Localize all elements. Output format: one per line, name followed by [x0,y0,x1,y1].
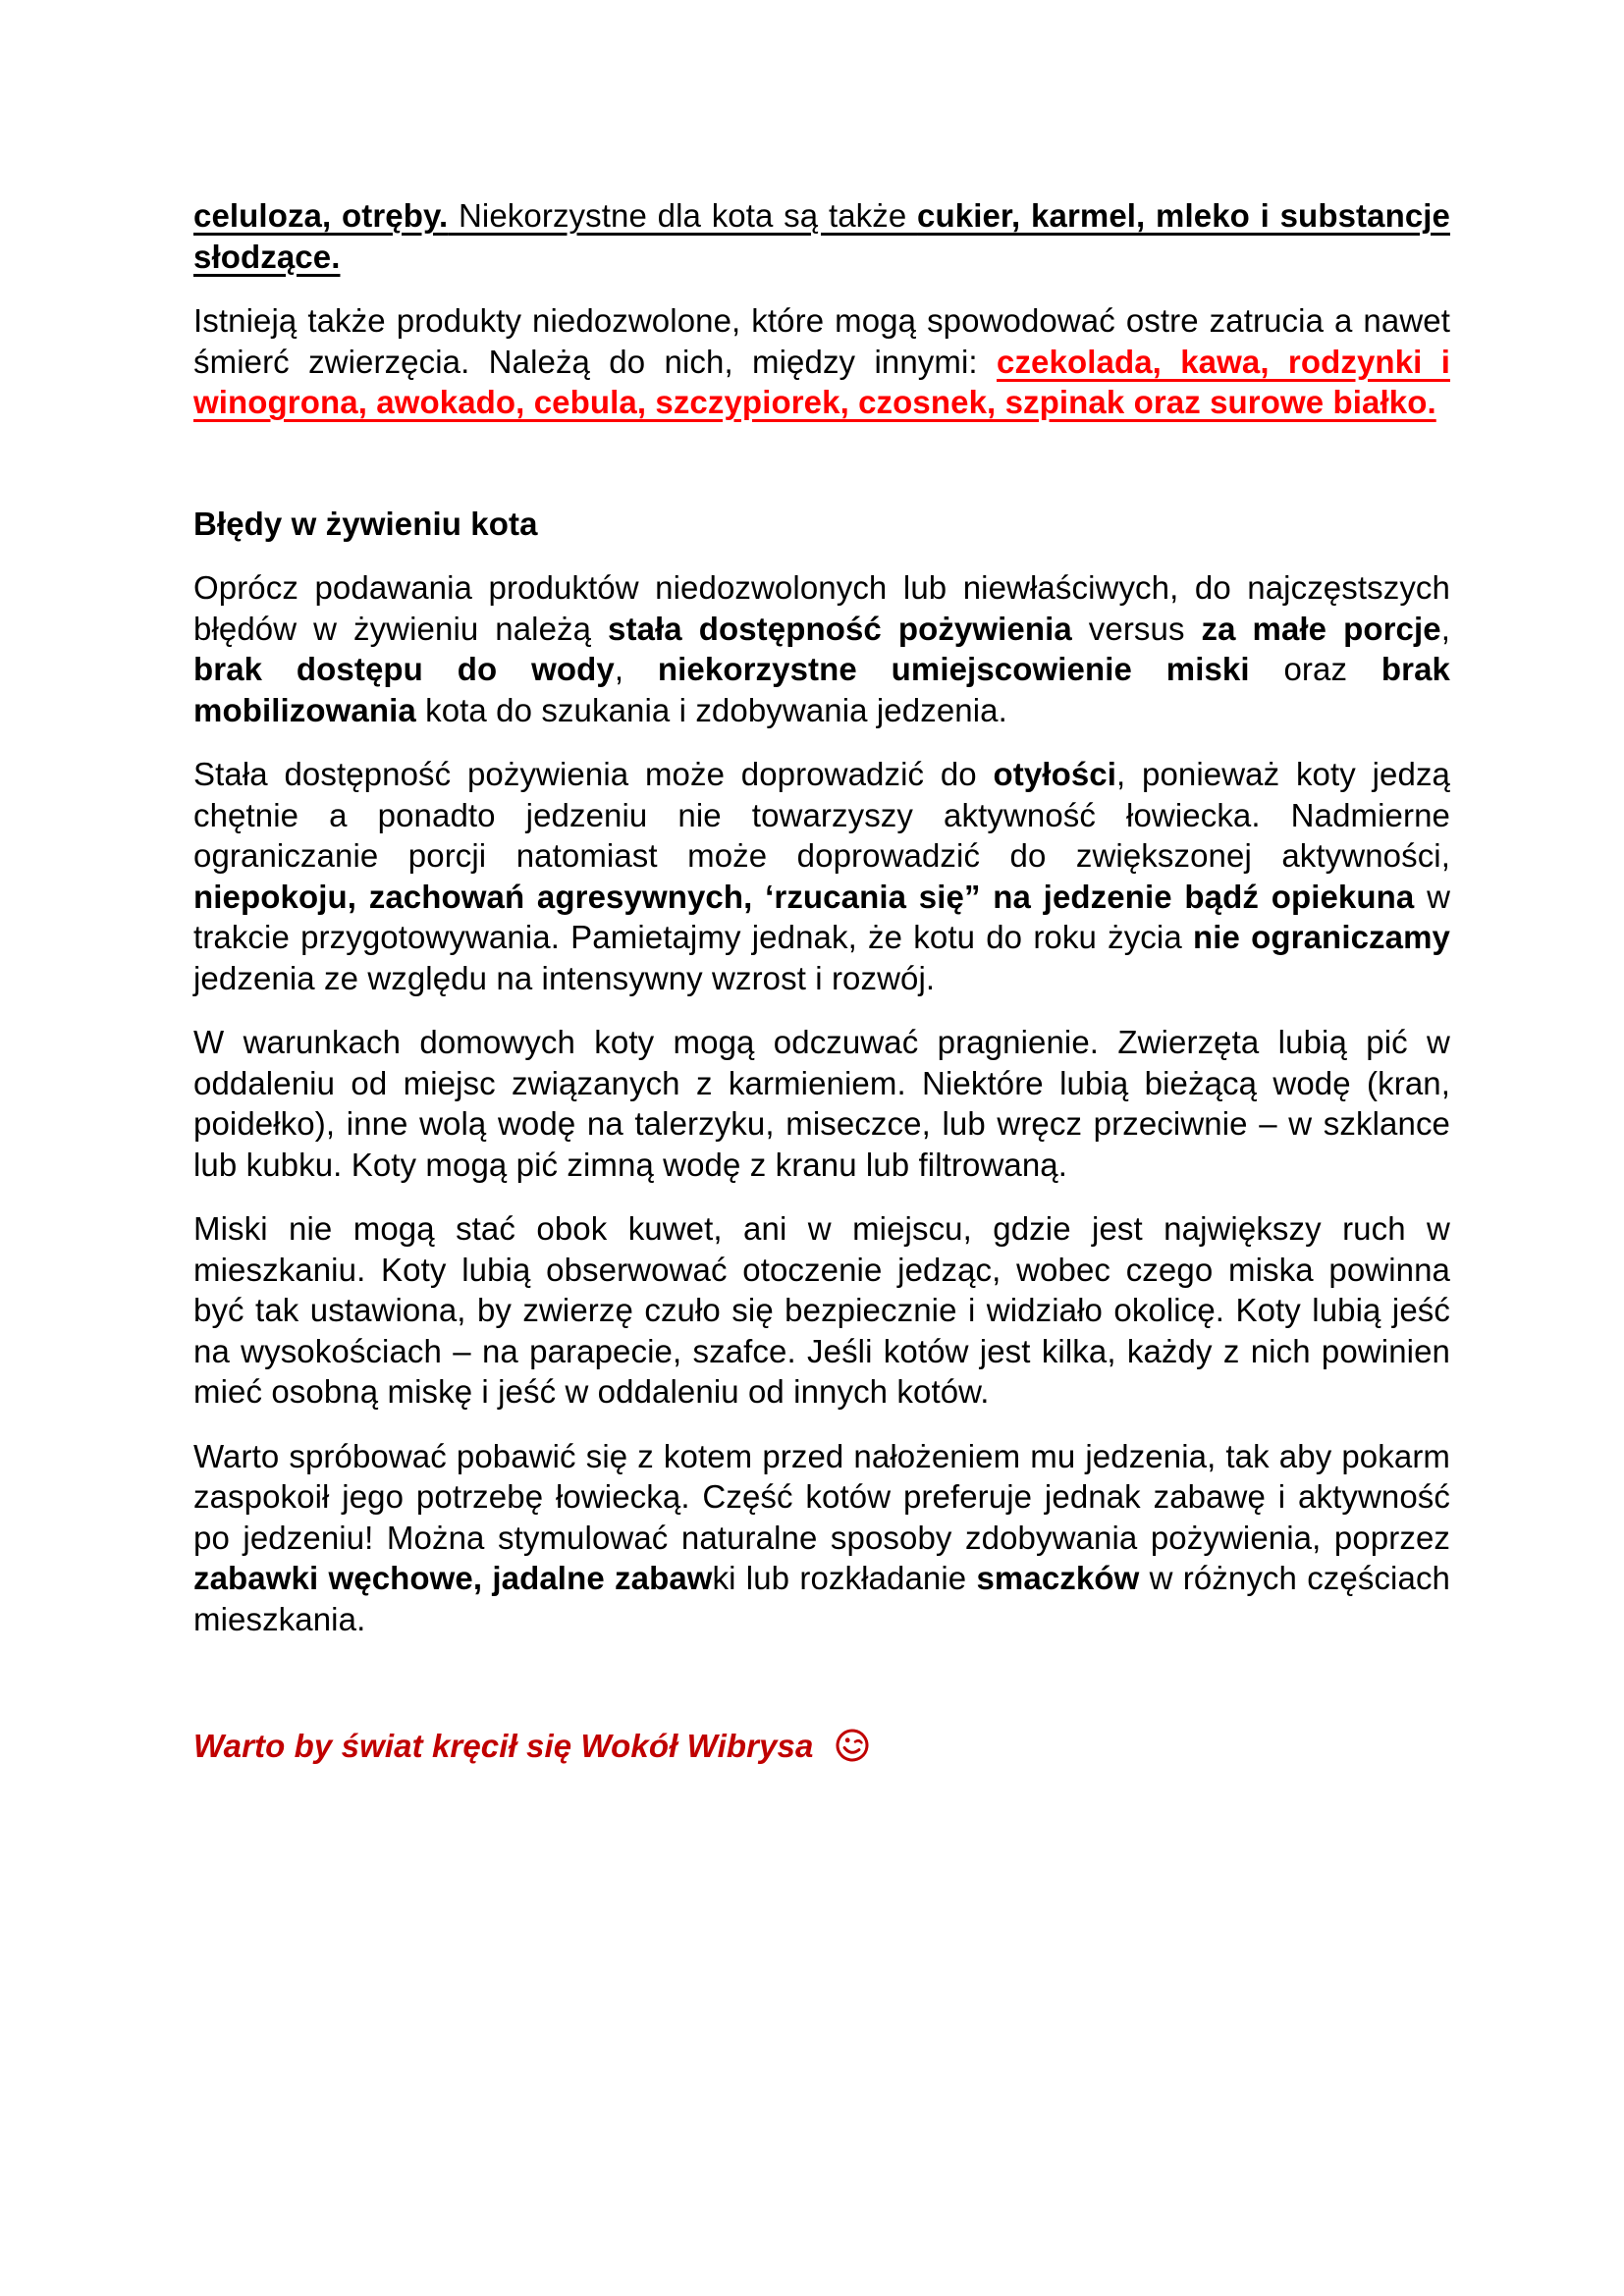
text-run: kota do szukania i zdobywania jedzenia. [415,691,1007,728]
paragraph-play-before-feeding [193,1436,1450,1640]
text-run: brak dostępu do wody [193,651,615,687]
text-run: brak mobilizowania [193,651,1450,728]
text-run: W warunkach domowych koty mogą odczuwać pragnienie. Zwierzęta lubią pić w oddaleniu od miejsc związanych z karmieniem. Niektóre lubią bieżącą wodę (kran, poidełko), inne wolą wodę na talerzyku, miseczce, lub wręcz przeciwnie – w szklance lub kubku. Koty mogą pić zimną wodę z kranu lub filtrowaną. [193,1024,1450,1183]
section-heading-feeding-errors [193,504,1450,545]
text-run: Stała dostępność pożywienia może doprowadzić do [193,756,994,792]
text-run: Warto spróbować pobawić się z kotem przed nałożeniem mu jedzenia, tak aby pokarm zaspokoił jego potrzebę łowiecką. Część kotów preferuje jednak zabawę i aktywność po jedzeniu! Można stymulować naturalne sposoby zdobywania pożywienia, poprzez [193,1437,1450,1556]
text-run: celuloza, otręby. [193,197,449,234]
text-run: w różnych częściach mieszkania. [193,1560,1450,1637]
text-run: cukier, karmel, mleko i substancje słodzące. [193,197,1450,275]
document-body [193,195,1450,1639]
text-run: Oprócz podawania produktów niedozwolonych lub niewłaściwych, do najczęstszych błędów w żywieniu należą [193,569,1450,647]
text-run: , [1440,610,1450,647]
text-run: ki lub rozkładanie [712,1560,977,1596]
closing-tagline-text: Warto by świat kręcił się Wokół Wibrysa [193,1728,814,1764]
text-run: zabawki węchowe, jadalne zabaw [193,1560,713,1596]
text-run: czekolada, kawa, rodzynki i winogrona, awokado, cebula, szczypiorek, czosnek, szpinak oraz surowe białko. [193,343,1450,420]
text-run: Niekorzystne dla kota są także [448,197,918,234]
text-run: stała dostępność pożywienia [608,610,1072,647]
text-run: Istnieją także produkty niedozwolone, które mogą spowodować ostre zatrucia a nawet śmierć zwierzęcia. Należą do nich, między innymi: [193,302,1450,380]
paragraph-forbidden-products [193,300,1450,423]
text-run: oraz [1249,651,1381,687]
text-run: , ponieważ koty jedzą chętnie a ponadto jedzeniu nie towarzyszy aktywność łowiecka. Nadmierne ograniczanie porcji natomiast może doprowadzić do zwiększonej aktywności, [193,756,1450,874]
text-run: jedzenia ze względu na intensywny wzrost i rozwój. [193,959,936,996]
text-run: Miski nie mogą stać obok kuwet, ani w miejscu, gdzie jest największy ruch w mieszkaniu. Koty lubią obserwować otoczenie jedząc, wobec czego miska powinna być tak ustawiona, by zwierzę czuło się bezpiecznie i widziało okolicę. Koty lubią jeść na wysokościach – na parapecie, szafce. Jeśli kotów jest kilka, każdy z nich powinien mieć osobną miskę i jeść w oddaleniu od innych kotów. [193,1210,1450,1410]
text-run: versus [1071,610,1202,647]
text-run: nie ograniczamy [1192,919,1450,955]
paragraph-bowl-placement [193,1208,1450,1413]
text-run: otyłości [993,756,1117,792]
text-run: w trakcie przygotowywania. Pamietajmy jednak, że kotu do roku życia [193,878,1451,955]
paragraph-food-availability [193,754,1450,998]
text-run: smaczków [976,1560,1140,1596]
paragraph-unfavourable-products [193,195,1450,277]
wink-emoji-icon [832,1726,872,1766]
closing-tagline [193,1726,1450,1767]
text-run: za małe porcje [1201,610,1441,647]
text-run: Błędy w żywieniu kota [193,505,538,542]
text-run: niekorzystne umiejscowienie miski [657,651,1250,687]
text-run: niepokoju, zachowań agresywnych, ‘rzucania się” na jedzenie bądź opiekuna [193,878,1415,915]
paragraph-water-drinking [193,1022,1450,1185]
paragraph-common-errors [193,567,1450,730]
text-run: , [614,651,658,687]
